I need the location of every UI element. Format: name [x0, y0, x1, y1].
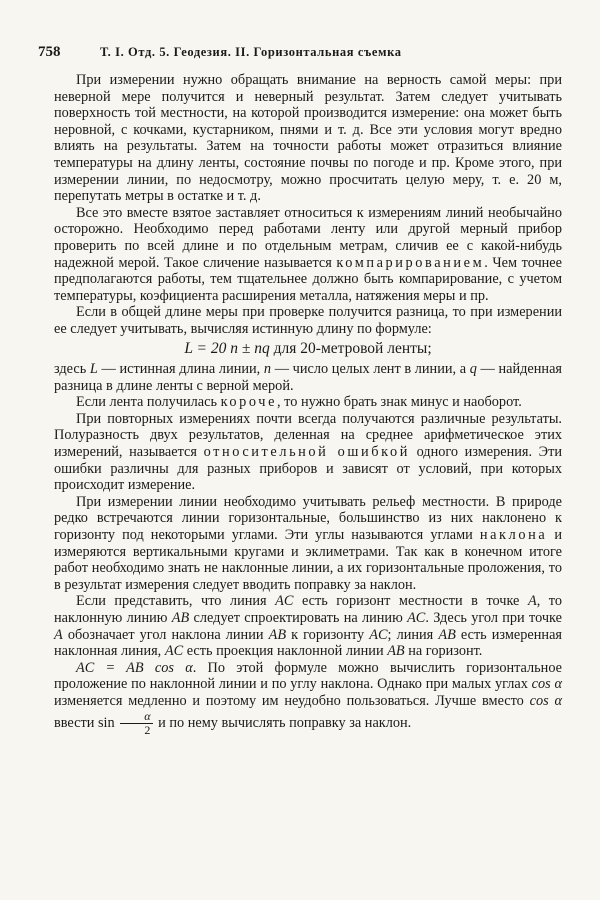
- term-inclination: наклона: [479, 527, 548, 544]
- paragraph-formula-legend: здесь L — истинная длина линии, n — число целых лент в линии, а q — найденная разница в длине ленты с верной мерой.: [54, 361, 562, 394]
- running-header: [38, 44, 562, 61]
- var-q: q: [469, 361, 477, 378]
- formula-cos: AC = AB cos α: [76, 659, 193, 676]
- term-shorter: короче: [220, 394, 278, 411]
- paragraph-projection: Если представить, что линия AC есть горизонт местности в точке A, то наклонную линию AB следует спроектировать на линию AC. Здесь угол при точке A обозначает угол наклона линии AB к горизонту AC; линия AB есть измеренная наклонная линия, AC есть проекция наклонной линии AB на горизонт.: [54, 593, 562, 660]
- var-n: n: [263, 361, 272, 378]
- paragraph-relief: При измерении линии необходимо учитывать рельеф местности. В природе редко встречаются линии горизонтальные, большинство из них наклонено к горизонту под некоторыми углами. Эти углы называются углами наклона и измеряются вертикальными кругами и эклиметрами. Так как в конечном итоге работ необходимо знать не наклонные линии, а их горизонтальные проложения, то в результат измерения следует вводить поправку за наклон.: [54, 493, 563, 593]
- running-title: Т. I. Отд. 5. Геодезия. II. Горизонтальная съемка: [100, 45, 402, 59]
- paragraph-measure-accuracy: При измерении нужно обращать внимание на верность самой меры: при неверной мере получится и неверный результат. Затем следует учитывать поверхность той местности, на которой производится измерение: она может быть неровной, с кочками, кустарником, пнями и т. д. Все эти условия могут вредно влиять на результаты. Затем на точности работы может отразиться влияние температуры на длину ленты, состояние почвы по погоде и пр. Кроме этого, при измерении линии, по недосмотру, можно просчитать целую меру, т. е. 20 м, перепутать метры в остатке и т. д.: [54, 72, 562, 205]
- paragraph-difference: Если в общей длине меры при проверке получится разница, то при измерении ее следует учитывать, вычисляя истинную длину по формуле:: [54, 304, 562, 337]
- fraction-half-alpha: $\frac{\alpha}{2}$: [120, 710, 152, 737]
- term-comparison: компарированием: [336, 254, 485, 271]
- var-L: L: [89, 361, 98, 378]
- formula-note: для 20-метровой ленты;: [273, 339, 432, 357]
- paragraph-shorter: Если лента получилась короче, то нужно брать знак минус и наоборот.: [76, 394, 522, 411]
- paragraph-comparison: Все это вместе взятое заставляет относиться к измерениям линий необычайно осторожно. Необходимо перед работами ленту или другой мерный прибор проверить по всей длине и по отдельным метрам, сличив ее с какой-нибудь надежной мерой. Такое сличение называется компарированием. Чем точнее предполагаются работы, тем тщательнее должно быть компарирование, с учетом температуры, коэфициента расширения металла, натяжения меры и пр.: [54, 204, 563, 304]
- paragraph-relative-error: При повторных измерениях почти всегда получаются различные результаты. Полуразность двух результатов, деленная на среднее арифметическое этих измерений, называется относительной ошибкой одного измерения. Эти ошибки различны для разных приборов и зависят от условий, при которых происходит измерение.: [54, 410, 563, 494]
- formula-sin: sin: [97, 714, 115, 731]
- term-relative-error: относительной ошибкой: [203, 444, 410, 461]
- paragraph-cos-formula: AC = AB cos α. По этой формуле можно вычислить горизонтальное проложение по наклонной линии и по углу наклона. Однако при малых углах cos α изменяется медленно и поэтому им неудобно пользоваться. Лучше вместо cos α ввести sin $\frac{\alpha}{2}$ и по нему вычислять поправку за наклон.: [54, 659, 563, 737]
- formula-true-length: [54, 341, 562, 358]
- page-body: [54, 72, 562, 737]
- page-number: 758: [38, 44, 61, 60]
- formula-math: L = 20 n ± nq: [184, 339, 270, 357]
